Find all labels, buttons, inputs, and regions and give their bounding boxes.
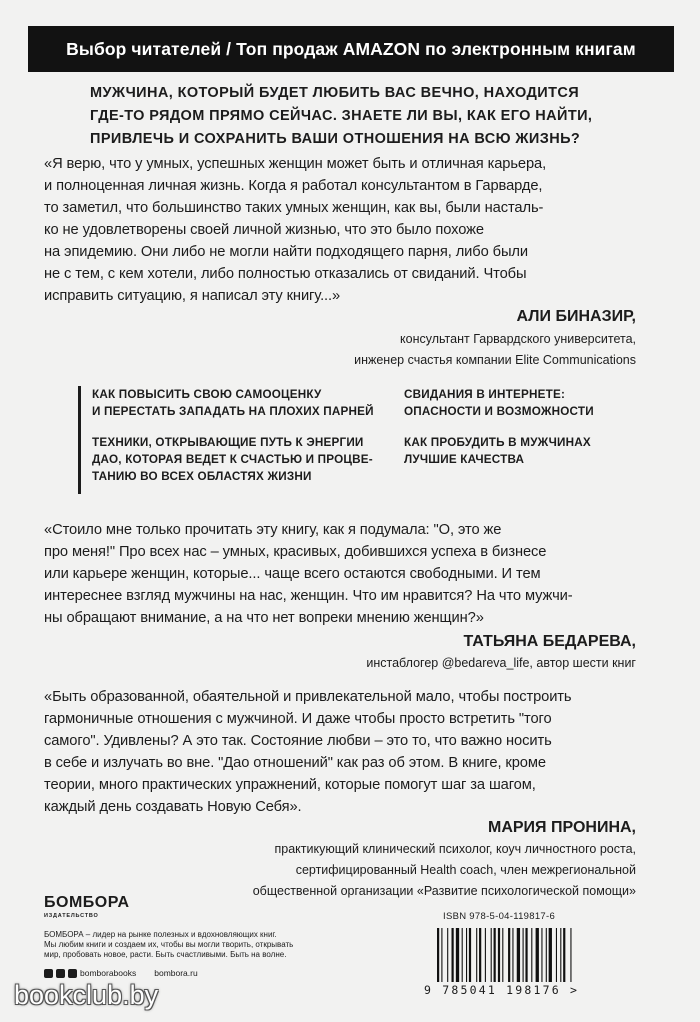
quote-line: «Стоило мне только прочитать эту книгу, как я подумала: "О, это же — [44, 522, 502, 538]
quote-line: гармоничные отношения с мужчиной. И даже чтобы просто встретить "того — [44, 711, 552, 727]
author-bedareva: ТАТЬЯНА БЕДАРЕВА, — [463, 633, 636, 650]
feature-best-qualities — [404, 434, 591, 468]
publisher-description — [44, 930, 324, 960]
barcode-bar — [549, 928, 552, 982]
barcode-bar — [546, 928, 547, 982]
barcode-bar — [469, 928, 471, 982]
top-banner: Выбор читателей / Топ продаж AMAZON по электронным книгам — [28, 26, 674, 72]
role-bedareva — [366, 653, 636, 674]
quote-line: теории, много практических упражнений, которые помогут шаг за шагом, — [44, 777, 536, 793]
features-bar — [78, 386, 81, 494]
feature-dao-energy — [92, 434, 373, 485]
publisher-logo: БОМБОРА — [44, 894, 130, 911]
barcode-bar — [570, 928, 571, 982]
publisher-line: Мы любим книги и создаем их, чтобы вы могли творить, открывать — [44, 940, 294, 949]
role-binazir — [354, 329, 636, 371]
lead-line: ПРИВЛЕЧЬ И СОХРАНИТЬ ВАШИ ОТНОШЕНИЯ НА ВСЮ ЖИЗНЬ? — [90, 131, 581, 147]
barcode-bar — [525, 928, 527, 982]
feature-self-esteem — [92, 386, 374, 420]
author-pronina: МАРИЯ ПРОНИНА, — [487, 819, 636, 836]
publisher-site: bombora.ru — [154, 968, 198, 978]
barcode-bar — [452, 928, 454, 982]
barcode-bar — [437, 928, 439, 982]
role-line: общественной организации «Развитие психологической помощи» — [252, 884, 636, 898]
barcode-bar — [494, 928, 496, 982]
barcode-bar — [479, 928, 481, 982]
barcode-bar — [476, 928, 477, 982]
feature-online-dating — [404, 386, 594, 420]
barcode-bar — [508, 928, 510, 982]
feature-line: И ПЕРЕСТАТЬ ЗАПАДАТЬ НА ПЛОХИХ ПАРНЕЙ — [92, 405, 374, 418]
barcode-bar — [466, 928, 467, 982]
feature-line: ОПАСНОСТИ И ВОЗМОЖНОСТИ — [404, 405, 594, 418]
role-line: инстаблогер @bedareva_life, автор шести книг — [366, 656, 636, 670]
barcode-bar — [456, 928, 459, 982]
quote-pronina — [44, 686, 572, 818]
quote-line: интереснее взгляд мужчины на нас, женщин. Что им нравится? На что мужчи- — [44, 588, 573, 604]
quote-line: самого". Удивлены? А это так. Состояние любви – это то, что важно носить — [44, 733, 552, 749]
lead-paragraph — [90, 82, 650, 151]
publisher-line: мир, пробовать новое, расти. Быть счастливыми. Быть на волне. — [44, 950, 287, 959]
quote-line: и полноценная личная жизнь. Когда я работал консультантом в Гарварде, — [44, 178, 543, 194]
quote-line: на эпидемию. Они либо не могли найти подходящего парня, либо были — [44, 244, 528, 260]
barcode-bar — [523, 928, 524, 982]
barcode-bar — [441, 928, 442, 982]
quote-line: про меня!" Про всех нас – умных, красивых, добившихся успеха в бизнесе — [44, 544, 547, 560]
quote-binazir — [44, 153, 546, 307]
barcode-bar — [517, 928, 520, 982]
role-pronina — [253, 839, 636, 902]
barcode-bar — [491, 928, 492, 982]
lead-line: МУЖЧИНА, КОТОРЫЙ БУДЕТ ЛЮБИТЬ ВАС ВЕЧНО, НАХОДИТСЯ — [90, 85, 580, 101]
feature-line: ТАНИЮ ВО ВСЕХ ОБЛАСТЯХ ЖИЗНИ — [92, 470, 312, 483]
publisher-social — [44, 968, 198, 978]
feature-line: ЛУЧШИЕ КАЧЕСТВА — [404, 453, 525, 466]
lead-line: ГДЕ-ТО РЯДОМ ПРЯМО СЕЙЧАС. ЗНАЕТЕ ЛИ ВЫ, КАК ЕГО НАЙТИ, — [90, 108, 593, 124]
watermark: bookclub.by — [14, 980, 159, 1010]
quote-line: ко не удовлетворены своей личной жизнью, что это было похоже — [44, 222, 484, 238]
barcode-bar — [462, 928, 463, 982]
isbn-digits: 9 785041 198176 > — [424, 983, 580, 997]
quote-line: исправить ситуацию, я написал эту книгу...» — [44, 288, 341, 304]
facebook-icon — [44, 969, 53, 978]
feature-line: ДАО, КОТОРАЯ ВЕДЕТ К СЧАСТЬЮ И ПРОЦВЕ- — [92, 453, 373, 466]
quote-line: не с тем, с кем хотели, либо полностью отказались от свиданий. Чтобы — [44, 266, 527, 282]
quote-line: в себе и излучать во вне. "Дао отношений" как раз об этом. В книге, кроме — [44, 755, 546, 771]
barcode-bar — [447, 928, 448, 982]
barcode-bar — [512, 928, 513, 982]
feature-line: КАК ПОВЫСИТЬ СВОЮ САМООЦЕНКУ — [92, 388, 322, 401]
quote-line: «Быть образованной, обаятельной и привлекательной мало, чтобы построить — [44, 689, 572, 705]
feature-line: СВИДАНИЯ В ИНТЕРНЕТЕ: — [404, 388, 566, 401]
social-handle: bomborabooks — [80, 968, 137, 978]
role-line: консультант Гарвардского университета, — [400, 332, 636, 346]
vk-icon — [56, 969, 65, 978]
quote-bedareva — [44, 519, 573, 629]
barcode-bar — [541, 928, 542, 982]
feature-line: КАК ПРОБУДИТЬ В МУЖЧИНАХ — [404, 436, 591, 449]
role-line: инженер счастья компании Elite Communications — [354, 353, 636, 367]
instagram-icon — [68, 969, 77, 978]
features-block — [78, 382, 658, 498]
quote-line: «Я верю, что у умных, успешных женщин может быть и отличная карьера, — [44, 156, 547, 172]
barcode-bar — [531, 928, 532, 982]
barcode-bar — [485, 928, 486, 982]
publisher-line: БОМБОРА – лидер на рынке полезных и вдохновляющих книг. — [44, 930, 277, 939]
quote-line: каждый день создавать Новую Себя». — [44, 799, 302, 815]
role-line: практикующий клинический психолог, коуч личностного роста, — [274, 842, 636, 856]
author-binazir: АЛИ БИНАЗИР, — [516, 308, 636, 325]
quote-line: ны обращают внимание, а на что нет вопреки мнению женщин?» — [44, 610, 484, 626]
barcode-bar — [556, 928, 557, 982]
publisher-logo-sub: ИЗДАТЕЛЬСТВО — [44, 913, 99, 919]
barcode — [435, 928, 603, 982]
barcode-bar — [536, 928, 539, 982]
barcode-bar — [502, 928, 503, 982]
quote-line: то заметил, что большинство таких умных женщин, как вы, были насталь- — [44, 200, 544, 216]
role-line: сертифицированный Health coach, член межрегиональной — [295, 863, 636, 877]
isbn-label: ISBN 978-5-04-119817-6 — [443, 911, 556, 922]
barcode-bar — [498, 928, 500, 982]
barcode-bar — [560, 928, 561, 982]
barcode-bar — [563, 928, 565, 982]
feature-line: ТЕХНИКИ, ОТКРЫВАЮЩИЕ ПУТЬ К ЭНЕРГИИ — [92, 436, 364, 449]
quote-line: или карьере женщин, которые... чаще всего остаются свободными. И тем — [44, 566, 541, 582]
